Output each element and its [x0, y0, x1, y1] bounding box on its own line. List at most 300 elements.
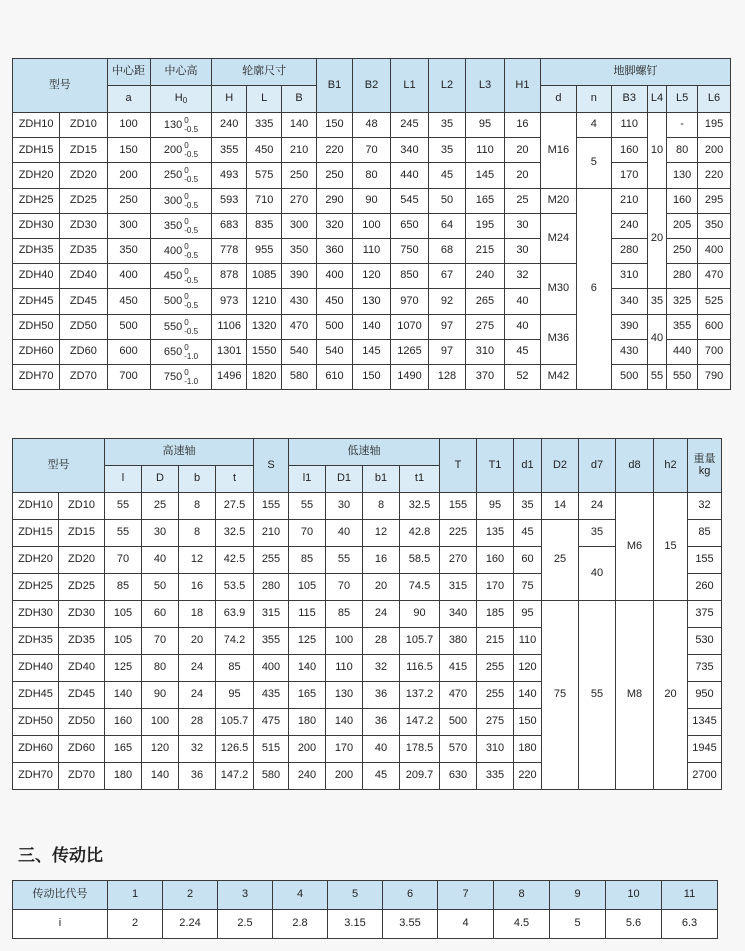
value-cell: 1106	[212, 314, 247, 339]
value-cell: 147.2	[216, 763, 254, 790]
value-cell: 24	[363, 601, 400, 628]
dimensions-table	[12, 58, 731, 390]
value-cell: 140	[514, 682, 542, 709]
value-cell: 53.5	[216, 574, 254, 601]
value-cell: 250	[667, 238, 698, 263]
value-cell: 255	[477, 682, 514, 709]
value-cell: 1820	[247, 364, 282, 389]
value-cell: 200	[107, 163, 150, 188]
value-cell: 180	[514, 736, 542, 763]
value-cell: 110	[514, 628, 542, 655]
table-row	[13, 520, 722, 547]
table-row	[13, 264, 731, 289]
value-cell: 1496	[212, 364, 247, 389]
model-cell: ZD50	[59, 709, 105, 736]
table-row	[13, 213, 731, 238]
model-cell: ZDH15	[13, 520, 59, 547]
value-cell: 55	[289, 493, 326, 520]
value-cell: 20	[363, 574, 400, 601]
table-row	[13, 339, 731, 364]
value-cell: 128	[428, 364, 465, 389]
value-cell: 500	[611, 364, 647, 389]
ratio-code-cell: 4	[273, 881, 328, 910]
L4-cell: 35	[647, 289, 667, 314]
model-cell: ZD45	[59, 682, 105, 709]
header-L: L	[247, 86, 282, 113]
ratio-code-cell: 10	[606, 881, 662, 910]
value-cell: 350	[282, 238, 317, 263]
value-cell: 255	[477, 655, 514, 682]
value-cell: 500	[317, 314, 353, 339]
value-cell: 835	[247, 213, 282, 238]
value-cell: 225	[440, 520, 477, 547]
value-cell: 1265	[390, 339, 428, 364]
value-cell: 700	[698, 339, 731, 364]
d8-cell: M8	[616, 601, 654, 790]
value-cell: 180	[105, 763, 142, 790]
header-a: a	[107, 86, 150, 113]
value-cell: 150	[352, 364, 390, 389]
value-cell: 215	[477, 628, 514, 655]
model-cell: ZD10	[59, 493, 105, 520]
value-cell: 245	[390, 113, 428, 138]
value-cell: 92	[428, 289, 465, 314]
value-cell: 1320	[247, 314, 282, 339]
model-cell: ZD60	[60, 339, 107, 364]
ratio-value-cell: 5.6	[606, 910, 662, 939]
value-cell: 250	[282, 163, 317, 188]
header-L2: L2	[428, 59, 465, 113]
value-cell: 42.8	[400, 520, 440, 547]
table-row	[13, 138, 731, 163]
value-cell: 300	[107, 213, 150, 238]
header-center-distance: 中心距	[107, 59, 150, 86]
table-row	[13, 238, 731, 263]
value-cell: 265	[465, 289, 504, 314]
value-cell: 170	[611, 163, 647, 188]
d7-cell: 35	[579, 520, 616, 547]
ratio-value-cell: 2.5	[218, 910, 273, 939]
value-cell: 115	[289, 601, 326, 628]
value-cell: 100	[142, 709, 179, 736]
value-cell: 95	[514, 601, 542, 628]
value-cell: 140	[105, 682, 142, 709]
table-row	[13, 364, 731, 389]
model-cell: ZD40	[59, 655, 105, 682]
value-cell: 580	[254, 763, 289, 790]
model-cell: ZDH40	[13, 655, 59, 682]
value-cell: 310	[465, 339, 504, 364]
model-cell: ZDH40	[13, 264, 60, 289]
value-cell: 160	[105, 709, 142, 736]
ratio-code-cell: 9	[550, 881, 606, 910]
header-T1: T1	[477, 439, 514, 493]
value-cell: 450	[107, 289, 150, 314]
d-cell: M20	[540, 188, 576, 213]
model-cell: ZDH50	[13, 709, 59, 736]
value-cell: 85	[289, 547, 326, 574]
value-cell: -	[667, 113, 698, 138]
d-cell: M36	[540, 314, 576, 364]
value-cell: 470	[698, 264, 731, 289]
ratio-code-cell: 1	[108, 881, 163, 910]
value-cell: 430	[282, 289, 317, 314]
weight-cell: 1945	[688, 736, 722, 763]
ratio-i-label: i	[13, 910, 108, 939]
value-cell: 1550	[247, 339, 282, 364]
value-cell: 160	[611, 138, 647, 163]
value-cell: 120	[142, 736, 179, 763]
value-cell: 593	[212, 188, 247, 213]
value-cell: 550	[667, 364, 698, 389]
value-cell: 185	[477, 601, 514, 628]
header-model: 型号	[13, 59, 108, 113]
model-cell: ZDH20	[13, 547, 59, 574]
value-cell: 355	[667, 314, 698, 339]
weight-cell: 2700	[688, 763, 722, 790]
value-cell: 35	[514, 493, 542, 520]
value-cell: 370	[465, 364, 504, 389]
value-cell: 450	[247, 138, 282, 163]
weight-cell: 260	[688, 574, 722, 601]
value-cell: 12	[363, 520, 400, 547]
model-cell: ZD60	[59, 736, 105, 763]
value-cell: 475	[254, 709, 289, 736]
model-cell: ZDH30	[13, 213, 60, 238]
table-row	[13, 289, 731, 314]
value-cell: 165	[289, 682, 326, 709]
value-cell: 20	[504, 163, 540, 188]
value-cell: 120	[352, 264, 390, 289]
value-cell: 210	[611, 188, 647, 213]
center-height-cell: 350 0 -0.5	[150, 213, 212, 238]
center-height-cell: 500 0 -0.5	[150, 289, 212, 314]
value-cell: 35	[428, 113, 465, 138]
model-cell: ZD15	[60, 138, 107, 163]
value-cell: 125	[289, 628, 326, 655]
center-height-cell: 450 0 -0.5	[150, 264, 212, 289]
header-anchor-bolts: 地脚螺钉	[540, 59, 730, 86]
ratio-code-cell: 8	[494, 881, 550, 910]
value-cell: 240	[611, 213, 647, 238]
header-l1: l1	[289, 466, 326, 493]
value-cell: 48	[352, 113, 390, 138]
value-cell: 130	[326, 682, 363, 709]
ratio-value-cell: 4	[438, 910, 494, 939]
value-cell: 250	[107, 188, 150, 213]
value-cell: 80	[352, 163, 390, 188]
value-cell: 300	[282, 213, 317, 238]
L4-cell: 40	[647, 314, 667, 364]
header-center-height: 中心高	[150, 59, 212, 86]
value-cell: 390	[611, 314, 647, 339]
value-cell: 610	[317, 364, 353, 389]
value-cell: 209.7	[400, 763, 440, 790]
value-cell: 145	[465, 163, 504, 188]
value-cell: 147.2	[400, 709, 440, 736]
value-cell: 400	[317, 264, 353, 289]
value-cell: 105	[289, 574, 326, 601]
ratio-value-cell: 2.8	[273, 910, 328, 939]
value-cell: 25	[142, 493, 179, 520]
value-cell: 70	[326, 574, 363, 601]
value-cell: 700	[107, 364, 150, 389]
header-L6: L6	[698, 86, 731, 113]
h2-cell: 15	[654, 493, 688, 601]
center-height-cell: 130 0 -0.5	[150, 113, 212, 138]
value-cell: 145	[352, 339, 390, 364]
ratio-code-cell: 6	[383, 881, 438, 910]
value-cell: 210	[254, 520, 289, 547]
value-cell: 350	[107, 238, 150, 263]
model-cell: ZD40	[60, 264, 107, 289]
value-cell: 74.5	[400, 574, 440, 601]
ratio-value-cell: 3.55	[383, 910, 438, 939]
value-cell: 400	[698, 238, 731, 263]
value-cell: 16	[363, 547, 400, 574]
value-cell: 8	[179, 493, 216, 520]
value-cell: 32.5	[400, 493, 440, 520]
value-cell: 30	[142, 520, 179, 547]
value-cell: 400	[254, 655, 289, 682]
header-L4: L4	[647, 86, 667, 113]
value-cell: 955	[247, 238, 282, 263]
value-cell: 280	[254, 574, 289, 601]
value-cell: 90	[142, 682, 179, 709]
d-cell: M16	[540, 113, 576, 189]
ratio-value-cell: 4.5	[494, 910, 550, 939]
value-cell: 60	[142, 601, 179, 628]
model-cell: ZDH35	[13, 238, 60, 263]
model-cell: ZD25	[60, 188, 107, 213]
ratio-value-cell: 2	[108, 910, 163, 939]
value-cell: 68	[428, 238, 465, 263]
center-height-cell: 200 0 -0.5	[150, 138, 212, 163]
ratio-code-cell: 11	[662, 881, 718, 910]
section-title-transmission-ratio: 三、传动比	[18, 846, 103, 866]
value-cell: 540	[282, 339, 317, 364]
center-height-cell: 300 0 -0.5	[150, 188, 212, 213]
value-cell: 40	[504, 289, 540, 314]
value-cell: 850	[390, 264, 428, 289]
model-cell: ZDH10	[13, 113, 60, 138]
n-cell: 5	[576, 138, 611, 188]
value-cell: 36	[363, 682, 400, 709]
value-cell: 683	[212, 213, 247, 238]
value-cell: 80	[667, 138, 698, 163]
value-cell: 40	[326, 520, 363, 547]
model-cell: ZDH70	[13, 763, 59, 790]
value-cell: 545	[390, 188, 428, 213]
value-cell: 1070	[390, 314, 428, 339]
value-cell: 200	[326, 763, 363, 790]
value-cell: 25	[504, 188, 540, 213]
value-cell: 24	[179, 682, 216, 709]
value-cell: 1210	[247, 289, 282, 314]
value-cell: 28	[179, 709, 216, 736]
value-cell: 110	[465, 138, 504, 163]
header-low-speed-shaft: 低速轴	[289, 439, 440, 466]
value-cell: 430	[611, 339, 647, 364]
value-cell: 280	[611, 238, 647, 263]
value-cell: 200	[698, 138, 731, 163]
value-cell: 525	[698, 289, 731, 314]
d-cell: M30	[540, 264, 576, 314]
value-cell: 160	[477, 547, 514, 574]
value-cell: 750	[390, 238, 428, 263]
value-cell: 90	[400, 601, 440, 628]
value-cell: 240	[289, 763, 326, 790]
value-cell: 280	[667, 264, 698, 289]
value-cell: 58.5	[400, 547, 440, 574]
table-row	[13, 601, 722, 628]
weight-cell: 735	[688, 655, 722, 682]
value-cell: 390	[282, 264, 317, 289]
ratio-value-cell: 6.3	[662, 910, 718, 939]
table-row	[13, 163, 731, 188]
value-cell: 290	[317, 188, 353, 213]
value-cell: 200	[289, 736, 326, 763]
model-cell: ZD30	[60, 213, 107, 238]
value-cell: 35	[428, 138, 465, 163]
weight-cell: 950	[688, 682, 722, 709]
table-row	[13, 113, 731, 138]
header-D: D	[142, 466, 179, 493]
header-l: l	[105, 466, 142, 493]
header-n: n	[576, 86, 611, 113]
value-cell: 16	[504, 113, 540, 138]
value-cell: 778	[212, 238, 247, 263]
value-cell: 67	[428, 264, 465, 289]
model-cell: ZDH50	[13, 314, 60, 339]
model-cell: ZDH25	[13, 574, 59, 601]
model-cell: ZDH25	[13, 188, 60, 213]
value-cell: 195	[698, 113, 731, 138]
value-cell: 435	[254, 682, 289, 709]
value-cell: 130	[667, 163, 698, 188]
value-cell: 790	[698, 364, 731, 389]
value-cell: 36	[179, 763, 216, 790]
value-cell: 160	[667, 188, 698, 213]
d-cell: M24	[540, 213, 576, 263]
model-cell: ZDH15	[13, 138, 60, 163]
value-cell: 64	[428, 213, 465, 238]
value-cell: 8	[179, 520, 216, 547]
center-height-cell: 400 0 -0.5	[150, 238, 212, 263]
value-cell: 440	[390, 163, 428, 188]
header-weight: 重量 kg	[688, 439, 722, 493]
value-cell: 255	[254, 547, 289, 574]
model-cell: ZDH10	[13, 493, 59, 520]
ratio-code-cell: 7	[438, 881, 494, 910]
value-cell: 55	[105, 493, 142, 520]
value-cell: 18	[179, 601, 216, 628]
value-cell: 135	[477, 520, 514, 547]
value-cell: 150	[514, 709, 542, 736]
value-cell: 85	[105, 574, 142, 601]
model-cell: ZD25	[59, 574, 105, 601]
value-cell: 470	[282, 314, 317, 339]
value-cell: 140	[142, 763, 179, 790]
value-cell: 105	[105, 628, 142, 655]
header-T: T	[440, 439, 477, 493]
weight-cell: 32	[688, 493, 722, 520]
value-cell: 415	[440, 655, 477, 682]
value-cell: 180	[289, 709, 326, 736]
value-cell: 170	[326, 736, 363, 763]
value-cell: 355	[254, 628, 289, 655]
value-cell: 75	[514, 574, 542, 601]
header-h2: h2	[654, 439, 688, 493]
header-H1: H1	[504, 59, 540, 113]
value-cell: 150	[317, 113, 353, 138]
value-cell: 32	[504, 264, 540, 289]
value-cell: 70	[142, 628, 179, 655]
weight-cell: 155	[688, 547, 722, 574]
model-cell: ZDH45	[13, 682, 59, 709]
value-cell: 50	[142, 574, 179, 601]
value-cell: 205	[667, 213, 698, 238]
model-cell: ZD70	[60, 364, 107, 389]
value-cell: 30	[326, 493, 363, 520]
header-model: 型号	[13, 439, 105, 493]
value-cell: 140	[282, 113, 317, 138]
value-cell: 1301	[212, 339, 247, 364]
value-cell: 20	[179, 628, 216, 655]
header-D2: D2	[542, 439, 579, 493]
value-cell: 340	[390, 138, 428, 163]
value-cell: 63.9	[216, 601, 254, 628]
value-cell: 105.7	[216, 709, 254, 736]
model-cell: ZD30	[59, 601, 105, 628]
value-cell: 55	[105, 520, 142, 547]
value-cell: 85	[216, 655, 254, 682]
value-cell: 335	[477, 763, 514, 790]
header-contour-size: 轮廓尺寸	[212, 59, 317, 86]
value-cell: 20	[504, 138, 540, 163]
value-cell: 570	[440, 736, 477, 763]
value-cell: 70	[289, 520, 326, 547]
ratio-value-cell: 5	[550, 910, 606, 939]
value-cell: 355	[212, 138, 247, 163]
value-cell: 310	[611, 264, 647, 289]
value-cell: 32	[363, 655, 400, 682]
value-cell: 126.5	[216, 736, 254, 763]
ratio-code-cell: 3	[218, 881, 273, 910]
value-cell: 8	[363, 493, 400, 520]
n-cell: 4	[576, 113, 611, 138]
value-cell: 40	[363, 736, 400, 763]
center-height-cell: 650 0 -1.0	[150, 339, 212, 364]
value-cell: 42.5	[216, 547, 254, 574]
header-H0: $H_0$	[150, 86, 212, 113]
model-cell: ZD35	[59, 628, 105, 655]
d-cell: M42	[540, 364, 576, 389]
model-cell: ZD70	[59, 763, 105, 790]
value-cell: 500	[107, 314, 150, 339]
value-cell: 55	[326, 547, 363, 574]
D2-cell: 25	[542, 520, 579, 601]
value-cell: 27.5	[216, 493, 254, 520]
header-t1: t1	[400, 466, 440, 493]
value-cell: 970	[390, 289, 428, 314]
value-cell: 45	[428, 163, 465, 188]
header-B1: B1	[317, 59, 353, 113]
value-cell: 710	[247, 188, 282, 213]
value-cell: 137.2	[400, 682, 440, 709]
value-cell: 240	[465, 264, 504, 289]
value-cell: 45	[363, 763, 400, 790]
